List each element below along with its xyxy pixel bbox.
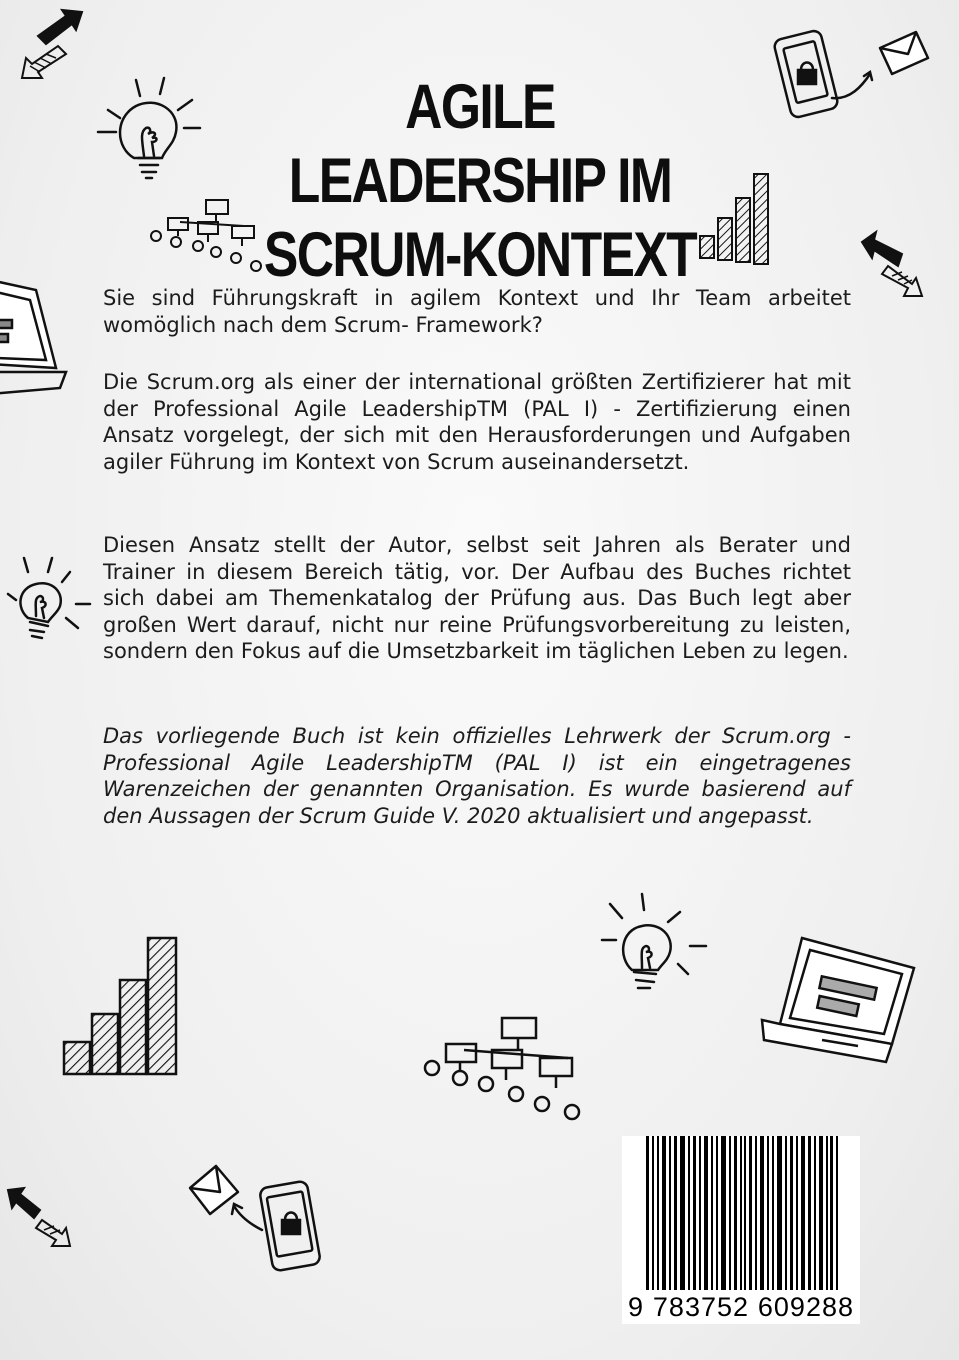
disclaimer-paragraph: Das vorliegende Buch ist kein offizielles Lehrwerk der Scrum.org - Professional Agile LeadershipTM (PAL I) ist ein eingetragenes Warenzeichen der genannten Organisation. Es wurde basierend auf den Aussagen der Scrum Guide V. 2020 aktualisiert und angepasst. <box>103 724 851 828</box>
certification-paragraph: Die Scrum.org als einer der international größten Zertifizierer hat mit der Professional Agile LeadershipTM (PAL I) - Zertifizierung einen Ansatz vorgelegt, der sich mit den Herausforderungen und Aufgaben agiler Führung im Kontext von Scrum auseinandersetzt. <box>103 370 851 474</box>
lightbulb-icon <box>94 70 204 190</box>
lightbulb-icon <box>598 890 714 996</box>
isbn-number <box>622 1290 860 1324</box>
envelope-icon <box>876 28 932 78</box>
smartphone-lock-icon <box>770 20 880 120</box>
isbn-group-1: 783752 <box>652 1292 750 1322</box>
laptop-icon <box>0 272 80 402</box>
smartphone-lock-icon <box>226 1176 336 1280</box>
title-line-1: AGILE LEADERSHIP IM <box>288 72 672 216</box>
isbn-group-2: 609288 <box>757 1292 854 1322</box>
org-chart-icon <box>420 1014 586 1126</box>
author-paragraph: Diesen Ansatz stellt der Autor, selbst seit Jahren als Berater und Trainer in diesem Bereich tätig, vor. Der Aufbau des Buches richtet sich dabei am Themenkatalog der Prüfung aus. Das Buch legt aber großen Wert darauf, nicht nur reine Prüfungsvorbereitung zu leisten, sondern den Fokus auf die Umsetzbarkeit im täglichen Leben zu legen. <box>103 533 851 663</box>
arrows-icon <box>6 1180 76 1258</box>
intro-paragraph: Sie sind Führungskraft in agilem Kontext und Ihr Team arbeitet womöglich nach dem Scrum- Framework? <box>103 286 851 337</box>
bar-chart-icon <box>58 932 206 1082</box>
isbn-lead-digit: 9 <box>628 1292 645 1322</box>
arrows-icon <box>862 226 926 306</box>
laptop-icon <box>762 934 922 1066</box>
book-title <box>242 70 718 292</box>
title-line-2: SCRUM-KONTEXT <box>263 220 697 290</box>
arrows-icon <box>18 6 88 86</box>
lightbulb-icon <box>6 554 98 650</box>
